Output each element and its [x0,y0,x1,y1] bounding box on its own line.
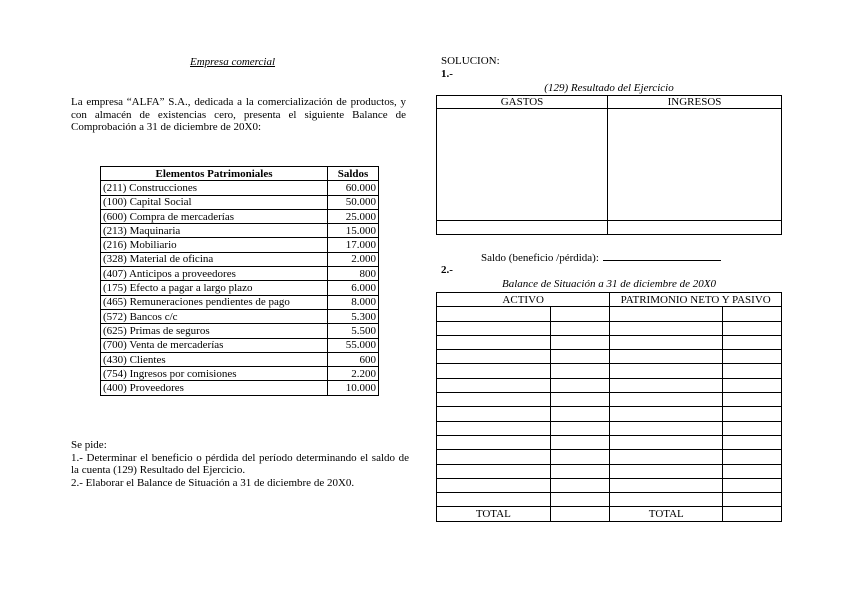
row-label: (700) Venta de mercaderías [101,338,328,352]
se-pide-label: Se pide: [71,439,107,451]
row-label: (600) Compra de mercaderías [101,209,328,223]
row-value: 8.000 [328,295,379,309]
balance-cell[interactable] [610,450,723,464]
balance-cell[interactable] [550,350,610,364]
row-value: 5.500 [328,324,379,338]
row-value: 60.000 [328,181,379,195]
balance-cell[interactable] [437,407,551,421]
balance-cell[interactable] [723,321,782,335]
row-value: 17.000 [328,238,379,252]
balance-cell[interactable] [437,393,551,407]
balance-cell[interactable] [723,464,782,478]
balance-cell[interactable] [723,450,782,464]
balance-row [437,464,782,478]
activo-header: ACTIVO [437,293,610,307]
balance-cell[interactable] [437,378,551,392]
task-2: 2.- Elaborar el Balance de Situación a 31 de diciembre de 20X0. [71,476,355,489]
balance-cell[interactable] [610,364,723,378]
balance-cell[interactable] [723,378,782,392]
balance-cell[interactable] [723,407,782,421]
table-row [101,324,379,338]
balance-cell[interactable] [437,307,551,321]
balance-row [437,364,782,378]
table-row [101,252,379,266]
balance-cell[interactable] [550,393,610,407]
balance-cell[interactable] [550,464,610,478]
balance-row [437,450,782,464]
row-label: (328) Material de oficina [101,252,328,266]
table-row [101,295,379,309]
balance-cell[interactable] [550,307,610,321]
balance-row [437,393,782,407]
balance-cell[interactable] [437,435,551,449]
row-value: 2.000 [328,252,379,266]
row-label: (407) Anticipos a proveedores [101,267,328,281]
balance-cell[interactable] [610,421,723,435]
balance-cell[interactable] [437,478,551,492]
row-label: (213) Maquinaria [101,224,328,238]
balance-cell[interactable] [610,350,723,364]
row-label: (625) Primas de seguros [101,324,328,338]
balance-cell[interactable] [723,364,782,378]
balance-row [437,493,782,507]
balance-cell[interactable] [610,335,723,349]
row-value: 6.000 [328,281,379,295]
part-1-label: 1.- [441,68,453,80]
balance-row [437,407,782,421]
row-value: 50.000 [328,195,379,209]
table-row [101,309,379,323]
table-row [101,352,379,366]
row-label: (175) Efecto a pagar a largo plazo [101,281,328,295]
total-right-label: TOTAL [610,507,723,521]
part-2-label: 2.- [441,264,453,276]
balance-cell[interactable] [550,321,610,335]
balance-row [437,378,782,392]
balance-cell[interactable] [723,421,782,435]
row-value: 600 [328,352,379,366]
row-label: (465) Remuneraciones pendientes de pago [101,295,328,309]
balance-cell[interactable] [610,321,723,335]
row-label: (211) Construcciones [101,181,328,195]
balance-cell[interactable] [723,393,782,407]
balance-cell[interactable] [550,364,610,378]
t-account-total-line [437,220,781,221]
row-value: 25.000 [328,209,379,223]
gastos-header: GASTOS [437,96,607,109]
balance-cell[interactable] [550,421,610,435]
t-account-129 [436,95,782,235]
row-value: 15.000 [328,224,379,238]
balance-cell[interactable] [437,493,551,507]
balance-cell[interactable] [550,450,610,464]
row-label: (216) Mobiliario [101,238,328,252]
balance-cell[interactable] [550,478,610,492]
balance-cell[interactable] [437,364,551,378]
balance-title: Balance de Situación a 31 de diciembre de 20X0 [501,278,717,290]
balance-cell[interactable] [723,307,782,321]
balance-cell[interactable] [723,435,782,449]
row-label: (572) Bancos c/c [101,309,328,323]
row-label: (754) Ingresos por comisiones [101,367,328,381]
trial-balance-table [100,166,379,396]
balance-row [437,335,782,349]
balance-row [437,435,782,449]
balance-cell[interactable] [437,421,551,435]
col-header-elementos: Elementos Patrimoniales [101,167,328,181]
balance-cell[interactable] [550,407,610,421]
balance-row [437,307,782,321]
row-label: (400) Proveedores [101,381,328,395]
saldo-label: Saldo (beneficio /pérdida): [481,252,599,264]
balance-cell[interactable] [610,307,723,321]
tasks-section [71,439,409,489]
row-value: 10.000 [328,381,379,395]
total-left-value[interactable] [550,507,610,521]
pasivo-header: PATRIMONIO NETO Y PASIVO [610,293,782,307]
row-value: 2.200 [328,367,379,381]
total-left-label: TOTAL [437,507,551,521]
balance-cell[interactable] [437,464,551,478]
col-header-saldos: Saldos [328,167,379,181]
balance-cell[interactable] [550,378,610,392]
balance-cell[interactable] [437,335,551,349]
t-account-divider [607,96,608,234]
total-right-value[interactable] [723,507,782,521]
row-label: (430) Clientes [101,352,328,366]
table-row [101,238,379,252]
balance-cell[interactable] [550,435,610,449]
table-row [101,367,379,381]
company-heading: Empresa comercial [190,56,276,68]
balance-cell[interactable] [610,378,723,392]
balance-cell[interactable] [610,393,723,407]
balance-cell[interactable] [550,493,610,507]
t-account-title: (129) Resultado del Ejercicio [544,82,674,94]
balance-cell[interactable] [723,478,782,492]
balance-cell[interactable] [610,478,723,492]
balance-cell[interactable] [610,407,723,421]
table-row [101,181,379,195]
table-row [101,267,379,281]
task-1: 1.- Determinar el beneficio o pérdida del período determinando el saldo de la cuenta (129) Resultado del Ejercicio. [71,451,409,476]
ingresos-header: INGRESOS [607,96,781,109]
balance-cell[interactable] [723,493,782,507]
balance-cell[interactable] [437,450,551,464]
balance-cell[interactable] [437,321,551,335]
balance-cell[interactable] [610,435,723,449]
balance-row [437,350,782,364]
balance-cell[interactable] [437,350,551,364]
balance-cell[interactable] [723,335,782,349]
balance-sheet-table [436,292,782,522]
balance-cell[interactable] [610,493,723,507]
solution-label: SOLUCION: [441,55,500,67]
table-row [101,281,379,295]
saldo-line [481,251,721,264]
balance-cell[interactable] [550,335,610,349]
balance-row [437,478,782,492]
saldo-blank[interactable] [603,251,721,261]
balance-cell[interactable] [610,464,723,478]
row-label: (100) Capital Social [101,195,328,209]
table-row [101,195,379,209]
balance-cell[interactable] [723,350,782,364]
row-value: 5.300 [328,309,379,323]
table-row [101,381,379,395]
table-row [101,209,379,223]
row-value: 55.000 [328,338,379,352]
intro-paragraph: La empresa “ALFA” S.A., dedicada a la comercialización de productos, y con almacén de existencias cero, presenta el siguiente Balance de Comprobación a 31 de diciembre de 20X0: [71,96,406,133]
balance-row [437,421,782,435]
table-row [101,224,379,238]
balance-row [437,321,782,335]
table-row [101,338,379,352]
row-value: 800 [328,267,379,281]
